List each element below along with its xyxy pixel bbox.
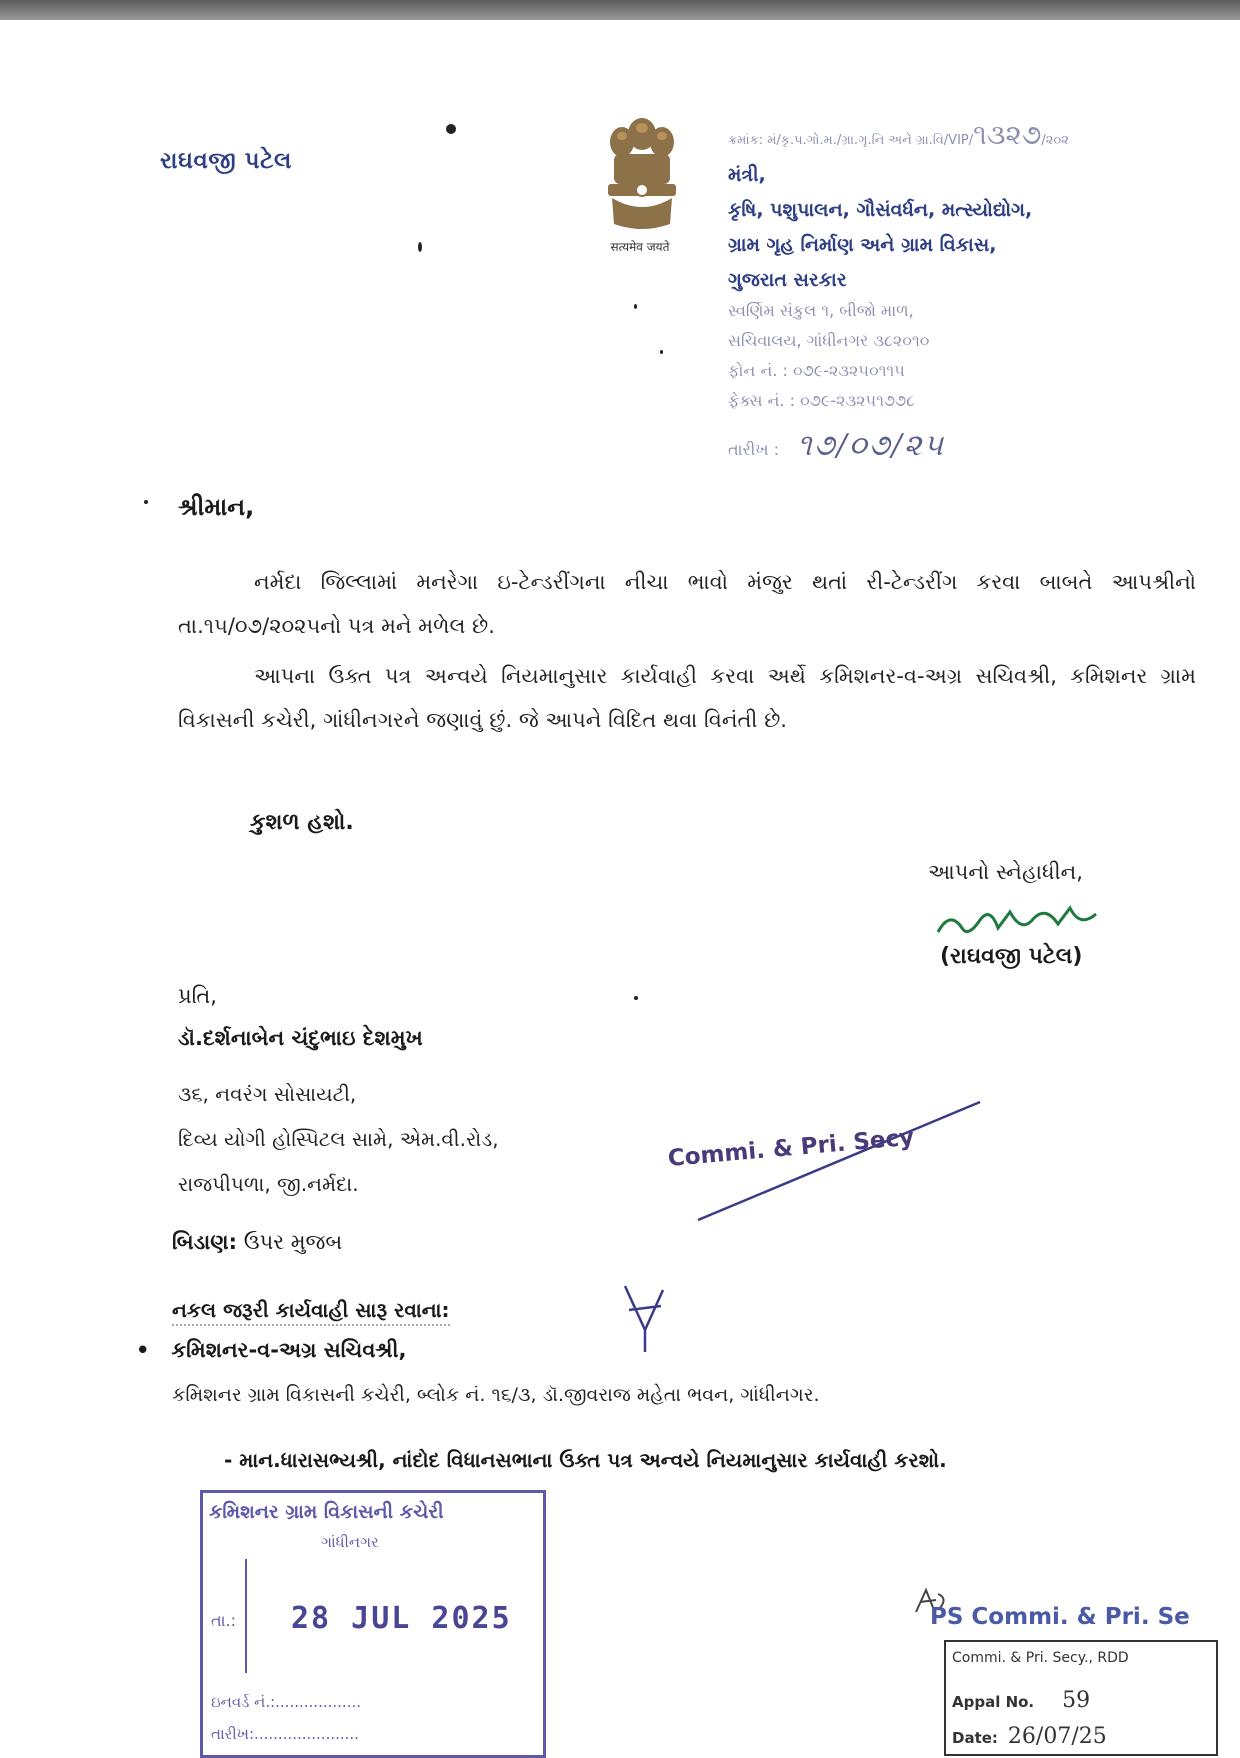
- address-fax: ફેક્સ નં. : ૦૭૯-૨૩૨૫૧૭૭૮: [728, 391, 915, 410]
- scan-speck: [660, 350, 663, 354]
- recipient-address-line-2: દિવ્ય યોગી હોસ્પિટલ સામે, એમ.વી.રોડ,: [178, 1127, 499, 1151]
- address-line-2: સચિવાલય, ગાંધીનગર ૩૮૨૦૧૦: [728, 331, 930, 350]
- appal-label: Appal No.: [952, 1693, 1035, 1711]
- stamp-inward-number: ઇનવર્ડ નં.:..................: [211, 1693, 361, 1711]
- address-phone: ફોન નં. : ૦૭૯-૨૩૨૫૦૧૧૫: [728, 361, 905, 380]
- scan-speck: [634, 304, 637, 309]
- appal-value: 59: [1062, 1688, 1091, 1713]
- stamp-date-label: તા.:: [211, 1611, 237, 1630]
- ps-date-label: Date:: [952, 1729, 998, 1747]
- stamp-divider: [245, 1559, 247, 1673]
- recipient-address: [178, 1072, 499, 1207]
- address-line-1: સ્વર્ણિમ સંકુલ ૧, બીજો માળ,: [728, 301, 914, 320]
- copy-item-1: [136, 1338, 407, 1363]
- scan-speck: [446, 124, 456, 134]
- ps-stamp-appal: [952, 1688, 1090, 1713]
- closing-line: કુશળ હશો.: [250, 810, 354, 835]
- ps-stamp-office: Commi. & Pri. Secy., RDD: [952, 1650, 1129, 1666]
- ps-stamp-title: PS Commi. & Pri. Se: [930, 1604, 1190, 1630]
- paragraph-2: આપના ઉક્ત પત્ર અન્વયે નિયમાનુસાર કાર્યવાહી કરવા અર્થે કમિશનર-વ-અગ્ર સચિવશ્રી, કમિશનર ગ્રામ વિકાસની કચેરી, ગાંધીનગરને જણાવું છું. જે આપને વિદિત થવા વિનંતી છે.: [178, 664, 1196, 732]
- recipient-name: ડૉ.દર્શનાબેન ચંદુભાઇ દેશમુખ: [178, 1026, 423, 1050]
- ps-date-value: 26/07/25: [1007, 1724, 1107, 1749]
- enclosure: [172, 1230, 342, 1255]
- copy-item-2: - માન.ધારાસભ્યશ્રી, નાંદોદ વિધાનસભાના ઉક્ત પત્ર અન્વયે નિયમાનુસાર કાર્યવાહી કરશો.: [224, 1448, 947, 1472]
- stamp-date-line: તારીખ:......................: [211, 1725, 359, 1743]
- copy-item-1-address: કમિશનર ગ્રામ વિકાસની કચેરી, બ્લોક નં. ૧૬/૩, ડૉ.જીવરાજ મહેતા ભવન, ગાંધીનગર.: [172, 1384, 820, 1406]
- stamp-date: 28 JUL 2025: [291, 1601, 512, 1636]
- office-designation: મંત્રી,: [728, 164, 766, 186]
- recipient-address-line-3: રાજપીપળા, જી.નર્મદા.: [178, 1172, 359, 1196]
- enclosure-label: બિડાણ:: [172, 1230, 237, 1254]
- office-departments-1: કૃષિ, પશુપાલન, ગૌસંવર્ધન, મત્સ્યોદ્યોગ,: [728, 199, 1033, 221]
- copy-heading: નકલ જરૂરી કાર્યવાહી સારૂ રવાના:: [172, 1298, 450, 1326]
- enclosure-value: ઉપર મુજબ: [243, 1230, 343, 1254]
- office-header: [728, 158, 1032, 298]
- scan-speck: [418, 242, 422, 252]
- recipient-label: પ્રતિ,: [178, 984, 217, 1008]
- copy-item-1-title: કમિશનર-વ-અગ્ર સચિવશ્રી,: [171, 1338, 407, 1362]
- letter-date: [728, 428, 945, 463]
- office-government: ગુજરાત સરકાર: [728, 269, 847, 291]
- emblem-motto: सत्यमेव जयते: [610, 240, 670, 254]
- bullet-icon: •: [136, 1338, 172, 1362]
- reference-number: ૧૩૨૭: [973, 118, 1042, 151]
- regards-line: આપનો સ્નેહાધીન,: [928, 860, 1083, 884]
- reference-suffix: /૨૦૨: [1041, 133, 1069, 148]
- office-departments-2: ગ્રામ ગૃહ નિર્માણ અને ગ્રામ વિકાસ,: [728, 234, 997, 256]
- receipt-stamp: [200, 1490, 546, 1758]
- salutation: શ્રીમાન,: [178, 493, 255, 521]
- stamp-office: કમિશનર ગ્રામ વિકાસની કચેરી: [209, 1501, 444, 1523]
- recipient-address-line-1: ૩૬, નવરંગ સોસાયટી,: [178, 1082, 357, 1106]
- initial-scribble-mark: [615, 1280, 675, 1360]
- sender-name: રાઘવજી પટેલ: [160, 148, 292, 174]
- scan-speck: [634, 996, 638, 1000]
- stamp-city: ગાંધીનગર: [321, 1533, 379, 1551]
- office-address: [728, 296, 929, 416]
- reference-label: ક્રમાંક: મં/કૃ.પ.ગો.મ./ગ્રા.ગૃ.નિ અને ગ્રા.વિ/VIP/: [728, 133, 974, 148]
- signatory-name: (રાઘવજી પટેલ): [940, 944, 1083, 969]
- handwritten-forward-note: Commi. & Pri. Secy: [666, 1124, 916, 1172]
- scan-top-edge: [0, 0, 1240, 20]
- reference-line: [728, 118, 1069, 152]
- paragraph-1: નર્મદા જિલ્લામાં મનરેગા ઇ-ટેન્ડરીંગના નીચા ભાવો મંજુર થતાં રી-ટેન્ડરીંગ કરવા બાબતે આપશ્રીનો તા.૧૫/૦૭/૨૦૨૫નો પત્ર મને મળેલ છે.: [178, 570, 1196, 638]
- national-emblem-icon: [592, 106, 692, 254]
- date-label: તારીખ :: [728, 440, 780, 459]
- scan-speck: [144, 500, 148, 504]
- signature-mark: [930, 898, 1120, 948]
- ps-stamp-date: [952, 1724, 1107, 1749]
- ps-stamp-box: [944, 1640, 1218, 1756]
- date-value: ૧૭/૦૭/૨૫: [797, 428, 946, 463]
